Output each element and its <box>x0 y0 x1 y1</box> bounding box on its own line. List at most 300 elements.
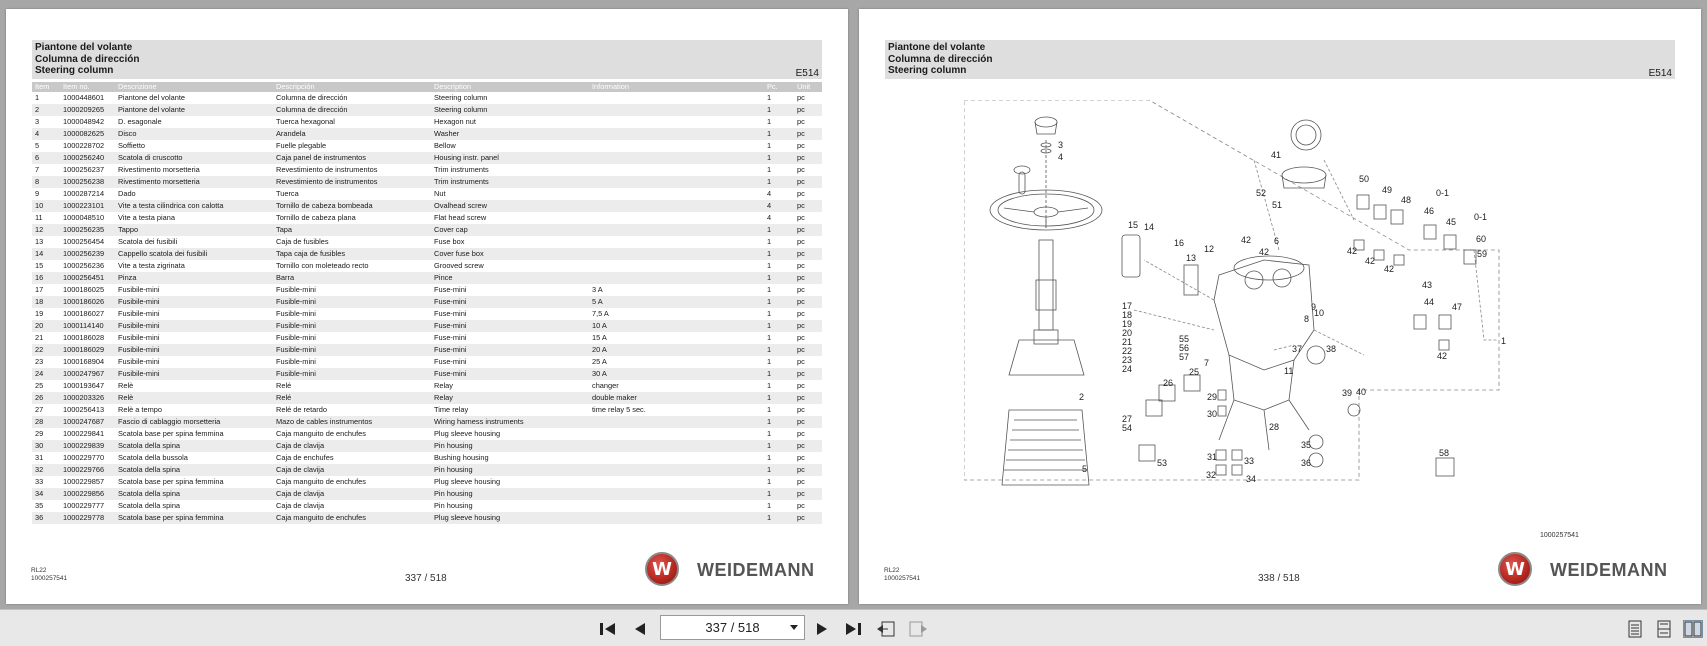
cell-item: 8 <box>32 176 60 188</box>
table-row <box>32 116 822 128</box>
table-row <box>32 248 822 260</box>
svg-text:41: 41 <box>1271 150 1282 160</box>
svg-text:46: 46 <box>1424 206 1435 216</box>
svg-text:48: 48 <box>1401 195 1412 205</box>
cell-item: 10 <box>32 200 60 212</box>
cell-descrizione: Scatola dei fusibili <box>118 237 178 246</box>
next-page-icon[interactable] <box>812 620 832 638</box>
cell-item-no: 1000203326 <box>60 392 115 404</box>
cell-item: 20 <box>32 320 60 332</box>
table-row <box>32 152 822 164</box>
cell-descripcion: Caja de clavija <box>276 501 325 510</box>
cell-description: Fuse-mini <box>434 357 467 366</box>
cell-pc: 1 <box>764 320 794 332</box>
svg-text:23: 23 <box>1122 355 1133 365</box>
cell-descripcion: Tornillo de cabeza plana <box>276 213 356 222</box>
cell-unit: pc <box>797 213 805 222</box>
cell-pc: 1 <box>767 261 772 270</box>
cell-item-no: 1000287214 <box>63 189 105 198</box>
cell-item-no: 1000256413 <box>63 405 105 414</box>
cell-item-no: 1000229777 <box>63 501 105 510</box>
cell-unit: pc <box>794 344 822 356</box>
svg-text:21: 21 <box>1122 337 1133 347</box>
single-page-view-icon[interactable] <box>1625 620 1645 638</box>
logo-text: WEIDEMANN <box>697 560 815 580</box>
chevron-down-icon[interactable] <box>790 625 798 630</box>
cell-item: 6 <box>32 152 60 164</box>
cell-description: Steering column <box>431 104 589 116</box>
svg-text:20: 20 <box>1122 328 1133 338</box>
col-item: Item <box>32 82 60 92</box>
cell-descrizione: Fusibile-mini <box>118 309 160 318</box>
cell-pc: 1 <box>767 501 772 510</box>
cell-descrizione: D. esagonale <box>118 117 162 126</box>
cell-descrizione: Scatola base per spina femmina <box>115 512 273 524</box>
table-row <box>32 188 822 200</box>
cell-unit: pc <box>797 141 805 150</box>
cell-information <box>589 416 764 428</box>
cell-descripcion: Arandela <box>273 128 431 140</box>
cell-information: time relay 5 sec. <box>592 405 646 414</box>
cell-unit: pc <box>797 93 805 102</box>
cell-unit: pc <box>794 392 822 404</box>
page-footer-code <box>31 567 67 583</box>
cell-item: 18 <box>32 296 60 308</box>
table-row <box>32 488 822 500</box>
cell-unit: pc <box>794 464 822 476</box>
cell-description: Relay <box>434 381 453 390</box>
cell-description: Plug sleeve housing <box>431 512 589 524</box>
page-338 <box>859 9 1701 604</box>
cell-unit: pc <box>794 224 822 236</box>
cell-item-no: 1000048942 <box>63 117 105 126</box>
svg-text:43: 43 <box>1422 280 1433 290</box>
svg-text:26: 26 <box>1163 378 1174 388</box>
cell-unit: pc <box>797 357 805 366</box>
cell-description: Fuse-mini <box>431 296 589 308</box>
cell-descripcion: Caja de clavija <box>273 464 431 476</box>
cell-item-no: 1000448601 <box>63 93 105 102</box>
cell-pc: 1 <box>767 477 772 486</box>
svg-text:16: 16 <box>1174 238 1185 248</box>
cell-item: 25 <box>35 381 44 390</box>
cell-information <box>589 476 764 488</box>
cell-information <box>589 116 764 128</box>
cell-item-no: 1000247687 <box>60 416 115 428</box>
cell-description: Trim instruments <box>434 165 489 174</box>
cell-description: Ovalhead screw <box>431 200 589 212</box>
cell-item: 11 <box>35 213 43 222</box>
cell-item: 32 <box>32 464 60 476</box>
cell-item: 21 <box>35 333 44 342</box>
cell-pc: 1 <box>767 141 772 150</box>
cell-description: Plug sleeve housing <box>434 429 501 438</box>
page-number: 337 / 518 <box>405 573 447 584</box>
cell-description: Pin housing <box>434 501 473 510</box>
cell-descrizione: Dado <box>118 189 136 198</box>
cell-item: 23 <box>35 357 44 366</box>
cell-descripcion: Caja de clavija <box>273 488 431 500</box>
cell-descripcion: Columna de dirección <box>276 93 348 102</box>
cell-descripcion: Caja de enchufes <box>276 453 334 462</box>
cell-descrizione: Cappello scatola dei fusibili <box>115 248 273 260</box>
title-english: Steering column <box>35 65 114 76</box>
svg-text:30: 30 <box>1207 409 1218 419</box>
cell-item: 3 <box>35 117 40 126</box>
cell-pc: 1 <box>764 248 794 260</box>
cell-information <box>589 128 764 140</box>
cell-descripcion: Mazo de cables instrumentos <box>273 416 431 428</box>
cell-item: 17 <box>35 285 44 294</box>
cell-description: Flat head screw <box>434 213 487 222</box>
cell-information <box>589 236 764 248</box>
cell-information: 15 A <box>592 333 607 342</box>
table-row <box>32 224 822 236</box>
col-descripcion: Descripción <box>273 82 431 92</box>
title-english: Steering column <box>888 65 967 76</box>
svg-text:54: 54 <box>1122 423 1133 433</box>
prev-page-icon[interactable] <box>630 620 650 638</box>
title-spanish: Columna de dirección <box>35 54 140 65</box>
svg-text:29: 29 <box>1207 392 1218 402</box>
svg-text:15: 15 <box>1128 220 1139 230</box>
cell-pc: 1 <box>764 416 794 428</box>
cell-description: Nut <box>434 189 446 198</box>
page-number-value: 337 / 518 <box>705 620 760 635</box>
cell-item-no: 1000229778 <box>60 512 115 524</box>
svg-text:45: 45 <box>1446 217 1457 227</box>
back-icon[interactable] <box>876 620 896 638</box>
cell-information: double maker <box>589 392 764 404</box>
cell-item: 5 <box>35 141 40 150</box>
cell-item: 7 <box>35 165 40 174</box>
cell-descrizione: Vite a testa zigrinata <box>118 261 185 270</box>
cell-descrizione: Vite a testa cilindrica con calotta <box>115 200 273 212</box>
svg-text:24: 24 <box>1122 364 1133 374</box>
cell-information <box>589 452 764 464</box>
cell-description: Fuse-mini <box>431 344 589 356</box>
svg-text:8: 8 <box>1304 314 1310 324</box>
cell-description: Cover cap <box>431 224 589 236</box>
table-row <box>32 452 822 464</box>
svg-text:42: 42 <box>1259 247 1270 257</box>
table-row <box>32 356 822 368</box>
cell-descrizione: Rivestimento morsetteria <box>118 165 200 174</box>
forward-icon[interactable] <box>908 620 928 638</box>
table-row <box>32 404 822 416</box>
cell-item: 1 <box>35 93 40 102</box>
cell-descripcion: Fusible-mini <box>273 320 431 332</box>
svg-text:31: 31 <box>1207 452 1218 462</box>
footer-model: RL22 <box>31 567 47 574</box>
cell-item: 30 <box>32 440 60 452</box>
cell-description: Relay <box>431 392 589 404</box>
cell-information: changer <box>592 381 619 390</box>
cell-unit: pc <box>797 237 805 246</box>
cell-item: 14 <box>32 248 60 260</box>
cell-item-no: 1000256235 <box>60 224 115 236</box>
svg-text:13: 13 <box>1186 253 1197 263</box>
cell-information <box>589 176 764 188</box>
svg-text:0-1: 0-1 <box>1474 212 1488 222</box>
cell-unit: pc <box>797 285 805 294</box>
weidemann-logo <box>1498 552 1678 588</box>
cell-pc: 4 <box>767 189 772 198</box>
cell-information <box>589 512 764 524</box>
cell-pc: 1 <box>764 464 794 476</box>
cell-item-no: 1000186025 <box>63 285 105 294</box>
cell-pc: 1 <box>767 93 772 102</box>
cell-pc: 1 <box>764 152 794 164</box>
cell-unit: pc <box>794 152 822 164</box>
table-row <box>32 92 822 104</box>
cell-information <box>589 224 764 236</box>
cell-pc: 1 <box>767 429 772 438</box>
cell-information: 30 A <box>589 368 764 380</box>
cell-item-no: 1000186027 <box>63 309 105 318</box>
cell-item-no: 1000193647 <box>63 381 105 390</box>
col-unit: Unit <box>794 82 822 92</box>
cell-descripcion: Fuelle plegable <box>276 141 327 150</box>
table-row <box>32 500 822 512</box>
cell-pc: 4 <box>764 200 794 212</box>
svg-text:14: 14 <box>1144 222 1155 232</box>
cell-descrizione: Fusibile-mini <box>115 368 273 380</box>
cell-information: 10 A <box>589 320 764 332</box>
cell-descrizione: Scatola di cruscotto <box>115 152 273 164</box>
cell-item: 36 <box>32 512 60 524</box>
cell-descrizione: Fusibile-mini <box>115 320 273 332</box>
two-page-view-icon[interactable] <box>1683 620 1703 638</box>
cell-item-no: 1000256240 <box>60 152 115 164</box>
svg-text:7: 7 <box>1204 358 1210 368</box>
cell-descripcion: Caja manguito de enchufes <box>276 429 366 438</box>
cell-information: 20 A <box>589 344 764 356</box>
svg-text:22: 22 <box>1122 346 1133 356</box>
cell-pc: 1 <box>764 344 794 356</box>
svg-text:55: 55 <box>1179 334 1190 344</box>
cell-descrizione: Rivestimento morsetteria <box>115 176 273 188</box>
cell-information <box>589 440 764 452</box>
cell-unit: pc <box>794 512 822 524</box>
cell-unit: pc <box>797 477 805 486</box>
cell-descrizione: Scatola della spina <box>118 501 181 510</box>
continuous-view-icon[interactable] <box>1654 620 1674 638</box>
svg-text:17: 17 <box>1122 301 1133 311</box>
cell-description: Fuse-mini <box>431 368 589 380</box>
cell-item-no: 1000229770 <box>63 453 105 462</box>
cell-descrizione: Tappo <box>115 224 273 236</box>
svg-text:42: 42 <box>1241 235 1252 245</box>
cell-descrizione: Piantone del volante <box>115 104 273 116</box>
cell-descripcion: Fusible-mini <box>273 368 431 380</box>
cell-descrizione: Fusibile-mini <box>115 344 273 356</box>
cell-unit: pc <box>794 296 822 308</box>
cell-item: 27 <box>35 405 44 414</box>
cell-item-no: 1000256238 <box>60 176 115 188</box>
last-page-icon[interactable] <box>843 620 863 638</box>
svg-text:57: 57 <box>1179 352 1190 362</box>
cell-information <box>589 104 764 116</box>
table-row <box>32 176 822 188</box>
svg-text:2: 2 <box>1079 392 1085 402</box>
cell-information <box>589 188 764 200</box>
svg-text:49: 49 <box>1382 185 1393 195</box>
cell-item-no: 1000247967 <box>60 368 115 380</box>
svg-text:34: 34 <box>1246 474 1257 484</box>
cell-information <box>589 92 764 104</box>
cell-pc: 1 <box>767 117 772 126</box>
cell-item-no: 1000209265 <box>60 104 115 116</box>
cell-descripcion: Tornillo de cabeza bombeada <box>273 200 431 212</box>
svg-text:0-1: 0-1 <box>1436 188 1450 198</box>
logo-emblem: W <box>1498 552 1532 586</box>
parts-table <box>32 82 822 524</box>
cell-item: 26 <box>32 392 60 404</box>
parts-table-body <box>32 92 822 524</box>
cell-descripcion: Fusible-mini <box>276 333 316 342</box>
cell-pc: 1 <box>767 309 772 318</box>
cell-item-no: 1000186028 <box>63 333 105 342</box>
cell-descrizione: Scatola della bussola <box>118 453 188 462</box>
cell-unit: pc <box>797 429 805 438</box>
table-row <box>32 512 822 524</box>
svg-text:11: 11 <box>1284 366 1294 376</box>
cell-item-no: 1000256239 <box>60 248 115 260</box>
section-header <box>32 40 822 79</box>
first-page-icon[interactable] <box>598 620 618 638</box>
table-row <box>32 440 822 452</box>
cell-information <box>589 500 764 512</box>
cell-description: Grooved screw <box>434 261 484 270</box>
cell-descripcion: Revestimiento de instrumentos <box>273 176 431 188</box>
cell-information <box>589 164 764 176</box>
cell-information: 7,5 A <box>592 309 609 318</box>
table-row <box>32 260 822 272</box>
cell-description: Housing instr. panel <box>431 152 589 164</box>
table-row <box>32 464 822 476</box>
cell-item-no: 1000186026 <box>60 296 115 308</box>
cell-descripcion: Revestimiento de instrumentos <box>276 165 378 174</box>
cell-item-no: 1000114140 <box>60 320 115 332</box>
cell-information: 3 A <box>592 285 603 294</box>
logo-text: WEIDEMANN <box>1550 560 1668 580</box>
cell-pc: 1 <box>764 440 794 452</box>
cell-descrizione: Scatola base per spina femmina <box>118 477 224 486</box>
cell-description: Washer <box>431 128 589 140</box>
table-row <box>32 104 822 116</box>
footer-id: 1000257541 <box>31 575 68 582</box>
cell-item-no: 1000082625 <box>60 128 115 140</box>
cell-item: 24 <box>32 368 60 380</box>
cell-pc: 1 <box>767 237 772 246</box>
cell-description: Time relay <box>434 405 469 414</box>
table-row <box>32 212 822 224</box>
cell-descripcion: Tuerca hexagonal <box>276 117 335 126</box>
cell-descrizione: Disco <box>115 128 273 140</box>
cell-description: Pin housing <box>431 440 589 452</box>
cell-descripcion: Fusible-mini <box>276 357 316 366</box>
cell-unit: pc <box>797 453 805 462</box>
cell-item-no: 1000229841 <box>63 429 105 438</box>
cell-description: Trim instruments <box>431 176 589 188</box>
cell-item: 15 <box>35 261 44 270</box>
table-row <box>32 344 822 356</box>
cell-pc: 1 <box>767 357 772 366</box>
cell-item: 2 <box>32 104 60 116</box>
cell-item-no: 1000256451 <box>60 272 115 284</box>
cell-descrizione: Fusibile-mini <box>115 296 273 308</box>
cell-information <box>589 140 764 152</box>
cell-unit: pc <box>794 368 822 380</box>
table-row <box>32 476 822 488</box>
cell-description: Plug sleeve housing <box>434 477 501 486</box>
table-row <box>32 428 822 440</box>
section-header <box>885 40 1675 79</box>
cell-item: 9 <box>35 189 40 198</box>
cell-unit: pc <box>794 128 822 140</box>
cell-unit: pc <box>794 248 822 260</box>
cell-item: 35 <box>35 501 44 510</box>
svg-text:60: 60 <box>1476 234 1487 244</box>
cell-item: 4 <box>32 128 60 140</box>
cell-unit: pc <box>794 440 822 452</box>
exploded-parts-diagram <box>964 100 1596 500</box>
svg-text:42: 42 <box>1347 246 1358 256</box>
cell-descripcion: Tornillo con moleteado recto <box>276 261 369 270</box>
cell-information <box>589 248 764 260</box>
cell-item-no: 1000229857 <box>63 477 105 486</box>
cell-descripcion: Caja manguito de enchufes <box>273 512 431 524</box>
table-row <box>32 296 822 308</box>
cell-unit: pc <box>797 189 805 198</box>
svg-text:42: 42 <box>1437 351 1448 361</box>
title-italian: Piantone del volante <box>888 42 986 53</box>
cell-item-no: 1000223101 <box>60 200 115 212</box>
cell-pc: 1 <box>767 453 772 462</box>
svg-text:25: 25 <box>1189 367 1200 377</box>
svg-text:59: 59 <box>1477 249 1488 259</box>
cell-unit: pc <box>797 405 805 414</box>
svg-text:51: 51 <box>1272 200 1283 210</box>
cell-unit: pc <box>794 320 822 332</box>
weidemann-logo <box>645 552 825 588</box>
cell-unit: pc <box>794 416 822 428</box>
cell-unit: pc <box>797 333 805 342</box>
table-row <box>32 140 822 152</box>
cell-item-no: 1000228702 <box>63 141 105 150</box>
svg-text:27: 27 <box>1122 414 1133 424</box>
col-description: Description <box>431 82 589 92</box>
svg-text:36: 36 <box>1301 458 1312 468</box>
table-row <box>32 164 822 176</box>
cell-descrizione: Relè <box>118 381 134 390</box>
cell-descrizione: Piantone del volante <box>118 93 185 102</box>
cell-pc: 1 <box>767 381 772 390</box>
cell-unit: pc <box>797 117 805 126</box>
cell-descripcion: Caja de fusibles <box>276 237 329 246</box>
cell-descrizione: Scatola della spina <box>115 488 273 500</box>
cell-unit: pc <box>794 200 822 212</box>
svg-text:12: 12 <box>1204 244 1215 254</box>
svg-text:39: 39 <box>1342 388 1353 398</box>
page-number-field[interactable] <box>660 615 805 640</box>
table-row <box>32 284 822 296</box>
footer-id: 1000257541 <box>884 575 921 582</box>
table-row <box>32 320 822 332</box>
cell-pc: 1 <box>767 285 772 294</box>
cell-description: Fuse-mini <box>434 333 467 342</box>
